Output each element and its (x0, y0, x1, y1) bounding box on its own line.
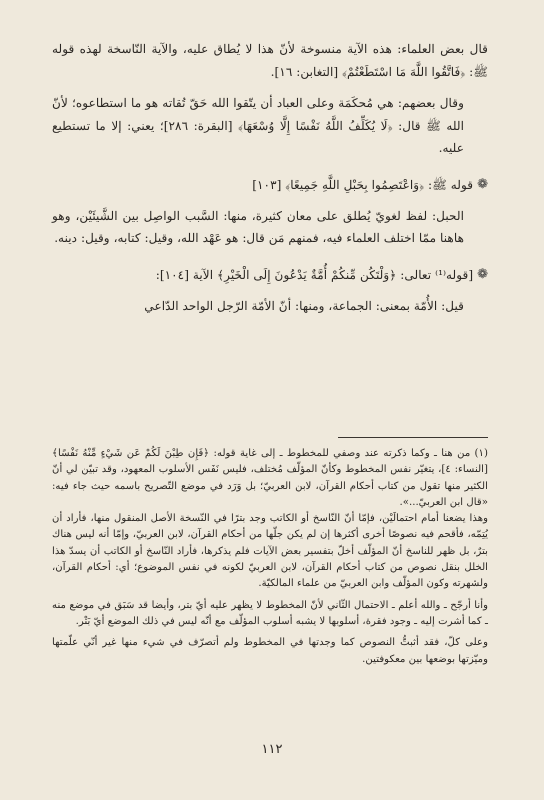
verse-heading-text: قوله ﷺ: ﴿وَاعْتَصِمُوا بِحَبْلِ اللَّهِ جَمِيعًا﴾ [١٠٣] (252, 177, 474, 192)
verse-heading-103 (52, 174, 488, 196)
footnote-1: (١) من هنا ـ وكما ذكرته عند وصفي للمخطوط ـ إلى غاية قوله: ﴿فَإِن طِبْنَ لَكُمْ عَن شَيْءٍ مِّنْهُ نَفْسًا﴾ [النساء: ٤]، يتغيّر نفس المخطوط وكأنّ المؤلّف مُختلف، فليس نَفَس الأسلوب المعهود، وقد تبيّن لي أنّ الكثير منها تقول من كتاب أحكام القرآن، لابن العربيّ؛ بل وَرَد في موضع التّصريح باسمه حيث جاء فيه: «قال ابن العربيّ...». (52, 448, 488, 508)
paragraph-umma: قيل: الأُمّة بمعنى: الجماعة، ومنها: أنّ الأمّة الرّجل الواحد الدّاعي (144, 298, 464, 313)
footnote-paragraph: وأنا أرجّح ـ والله أعلم ـ الاحتمال الثّاني لأنّ المخطوط لا يظهر عليه أيّ بتر، وأيضا قد سَبَق في موضع منه ـ كما أشرت إليه ـ وجود فقرة، أسلوبها لا يشبه أسلوب المؤلّف مع أنّه ليس في ذلك الموضع أيّ بَتْر. (52, 599, 488, 627)
main-text (52, 38, 488, 317)
paragraph-habl: الحبل: لفظ لغويّ يُطلق على معان كثيرة، منها: السَّبب الواصِل بين الشَّيئَيْن، وهو هاهنا ممّا اختلف العلماء فيه، فمنهم مَن قال: هو عَهْد الله، وقيل: كتابه، وقيل: دينه. (52, 208, 464, 245)
flower-ornament-icon: ❁ (477, 177, 488, 192)
paragraph-muhkama: وقال بعضهم: هي مُحكَمَة وعلى العباد أن يتّقوا الله حَقّ تُقاته هو ما استطاعوه؛ لأنّ الله ﷺ قال: ﴿لَا يُكَلِّفُ اللَّهُ نَفْسًا إِلَّا وُسْعَهَا﴾ [البقرة: ٢٨٦]؛ يعني: إلا ما تستطيع عليه. (52, 96, 464, 155)
footnote-divider (338, 437, 488, 438)
page-number: ١١٢ (261, 742, 283, 757)
paragraph-abrogation: قال بعض العلماء: هذه الآية منسوخة لأنّ هذا لا يُطاق عليه، والآية النّاسخة لهذه قوله ﷺ: ﴿فَاتَّقُوا اللَّهَ مَا اسْتَطَعْتُمْ﴾ [التغابن: ١٦]. (52, 42, 488, 79)
footnote-paragraph: وهذا يضعنا أمام احتمالَيْن، فإمّا أنّ النّاسخ أو الكاتب وجد بترًا في النّسخة الأصل المنقول منها، فأراد أن يُتِمّه، فأقحم فيه نصوصًا أخرى أكثرها إن لم يكن جلّها من أحكام القرآن، لابن العربيّ، وإمّا أنه ليس هناك بترٌ، بل ظهر للناسخ أنّ المؤلّف أخلّ بتفسير بعض الآيات فلم يذكرها، فأراد النّاسخ أو الكاتب أن يسدّ هذا الخلل بنقل نصوص من كتاب أحكام القرآن، لابن العربيّ لكونه في نفس الموضوع؛ أي: أحكام القرآن، ولشهرته وكون المؤلّف وابن العربيّ من علماء المالكيّة. (52, 513, 488, 590)
flower-ornament-icon: ❁ (477, 267, 488, 282)
verse-heading-104 (52, 264, 488, 286)
verse-heading-text: [قوله⁽¹⁾ تعالى: ﴿وَلْتَكُن مِّنكُمْ أُمَّةٌ يَدْعُونَ إِلَى الْخَيْرِ﴾ الآية [١٠٤]: (155, 267, 474, 282)
footnote-paragraph: وعلى كلّ، فقد أثبتُّ النصوص كما وجدتها في المخطوط ولم أتصرّف في شيء منها غير أنّي علّمتها وميّزتها بوضعها بين معكوفتين. (52, 637, 488, 665)
footnotes (52, 446, 488, 668)
